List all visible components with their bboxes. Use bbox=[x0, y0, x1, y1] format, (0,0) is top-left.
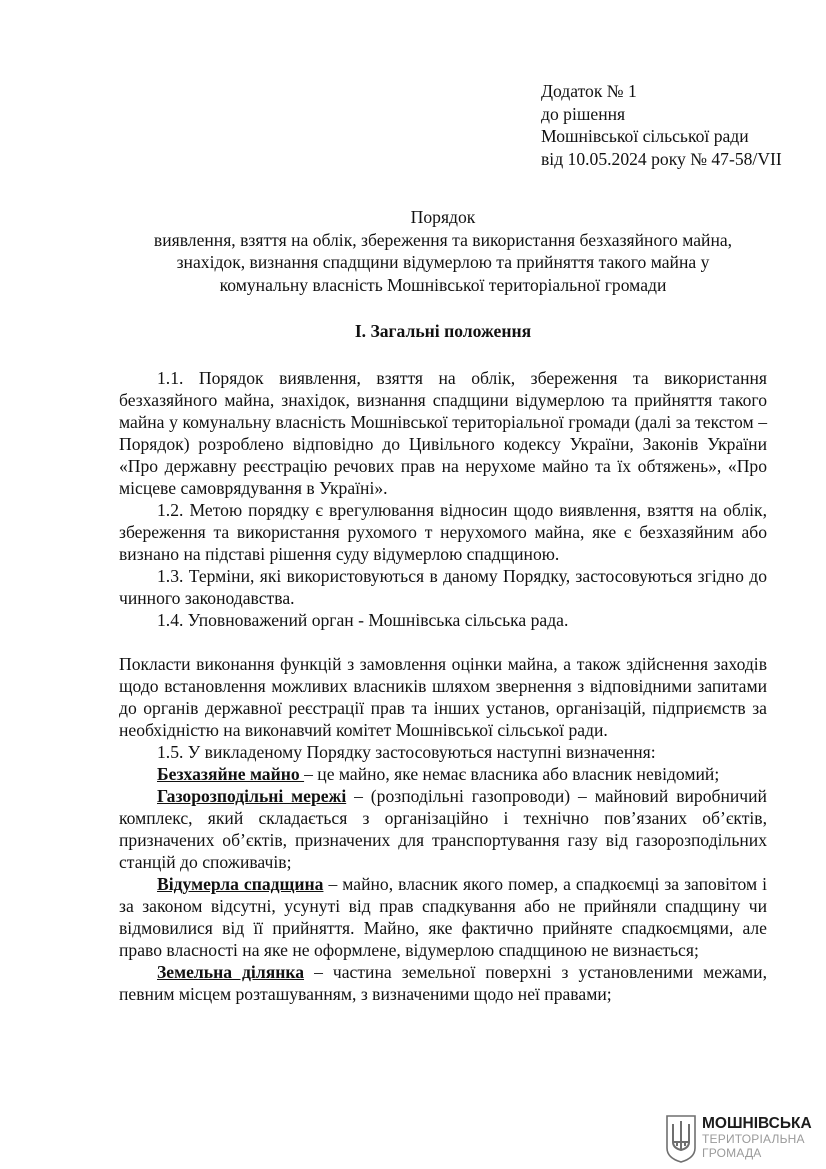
definition-text: – частина земельної поверхні з установленими межами, певним місцем розташуванням, з визначеними щодо неї правами; bbox=[119, 962, 767, 1004]
paragraph-1-5: 1.5. У викладеному Порядку застосовуються наступні визначення: bbox=[157, 742, 656, 762]
document-body bbox=[119, 367, 767, 1005]
definition-item bbox=[119, 763, 767, 785]
definition-item bbox=[119, 873, 767, 961]
trident-emblem-icon bbox=[666, 1115, 696, 1163]
title-line: комунальну власність Мошнівської територіальної громади bbox=[219, 274, 667, 295]
definition-term: Газорозподільні мережі bbox=[157, 786, 347, 806]
addendum-line: від 10.05.2024 року № 47-58/VII bbox=[541, 148, 782, 169]
document-title bbox=[100, 206, 786, 296]
paragraph-executive-committee: Покласти виконання функцій з замовлення оцінки майна, а також здійснення заходів щодо встановлення можливих власників шляхом звернення з відповідними запитами до органів державної реєстрації прав та інших установ, організацій, підприємств за необхідністю на виконавчий комітет Мошнівської сільської ради. bbox=[119, 654, 767, 740]
addendum-block bbox=[541, 80, 782, 170]
definition-term: Відумерла спадщина bbox=[157, 874, 324, 894]
paragraph-1-3: 1.3. Терміни, які використовуються в даному Порядку, застосовуються згідно до чинного законодавства. bbox=[119, 566, 767, 608]
definition-text: – майно, власник якого помер, а спадкоємці за заповітом і за законом відсутні, усунуті від прав спадкування або не прийняли спадщину чи відмовилися від її прийняття. Майно, яке фактично прийняте спадкоємцями, але право власності на яке не оформлене, відумерлою спадщиною не визнається; bbox=[119, 874, 767, 960]
paragraph-1-4: 1.4. Уповноважений орган - Мошнівська сільська рада. bbox=[157, 610, 569, 630]
definition-term: Земельна ділянка bbox=[157, 962, 305, 982]
community-logo bbox=[666, 1115, 812, 1163]
definition-text: – (розподільні газопроводи) – майновий виробничий комплекс, який складається з організаційно і технічно пов’язаних об’єктів, призначених об’єктів, призначених для транспортування газу від газорозподільних станцій до споживачів; bbox=[119, 786, 767, 872]
paragraph-1-2: 1.2. Метою порядку є врегулювання відносин щодо виявлення, взяття на облік, збереження та використання рухомого т нерухомого майна, яке є безхазяйним або визнано на підставі рішення суду відумерлою спадщиною. bbox=[119, 500, 767, 564]
logo-name: МОШНІВСЬКА bbox=[702, 1115, 812, 1132]
addendum-line: Мошнівської сільської ради bbox=[541, 126, 749, 146]
title-line: знахідок, визнання спадщини відумерлою та прийняття такого майна у bbox=[176, 252, 710, 272]
definition-item bbox=[119, 785, 767, 873]
title-line: Порядок bbox=[410, 207, 476, 227]
definition-text: – це майно, яке немає власника або власник невідомий; bbox=[304, 764, 720, 784]
definition-item bbox=[119, 961, 767, 1005]
logo-subtitle: ТЕРИТОРІАЛЬНА bbox=[702, 1132, 805, 1146]
addendum-line: до рішення bbox=[541, 103, 626, 124]
title-line: виявлення, взяття на облік, збереження та використання безхазяйного майна, bbox=[153, 229, 733, 250]
section-heading: I. Загальні положення bbox=[354, 321, 532, 341]
paragraph-1-1: 1.1. Порядок виявлення, взяття на облік, збереження та використання безхазяйного майна, знахідок, визнання спадщини відумерлою та прийняття такого майна у комунальну власність Мошнівської територіальної громади (далі за текстом – Порядок) розроблено відповідно до Цивільного кодексу України, Законів України «Про державну реєстрацію речових прав на нерухоме майно та їх обтяжень», «Про місцеве самоврядування в Україні». bbox=[119, 368, 767, 498]
addendum-line: Додаток № 1 bbox=[541, 81, 637, 101]
logo-subtitle: ГРОМАДА bbox=[702, 1146, 762, 1160]
definition-term: Безхазяйне майно bbox=[157, 764, 305, 784]
